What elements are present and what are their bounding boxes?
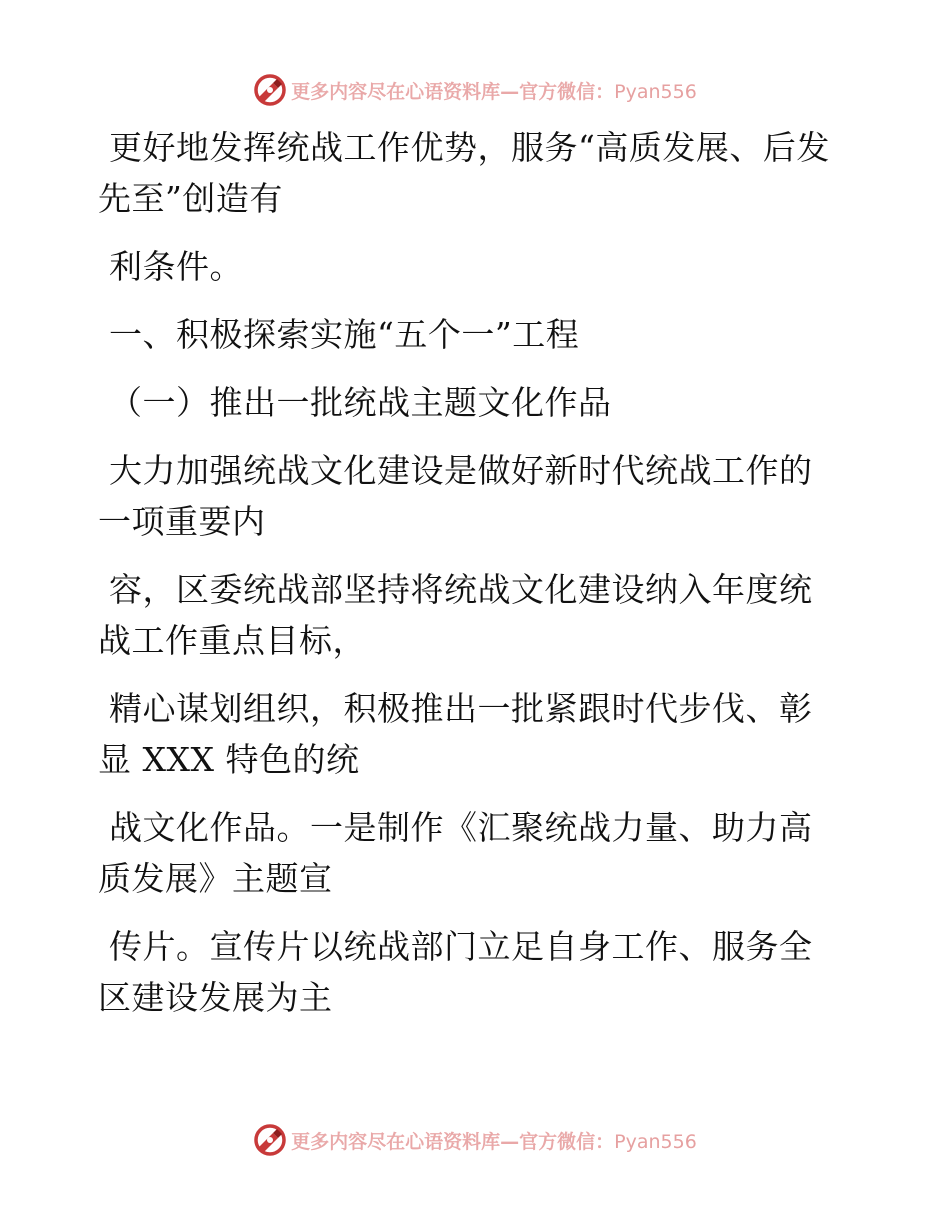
paragraph-5: 大力加强统战文化建设是做好新时代统战工作的一项重要内 xyxy=(98,451,813,541)
watermark-text: 更多内容尽在心语资料库—官方微信：Pyan556 xyxy=(291,80,697,103)
pen-logo-icon xyxy=(253,1123,287,1157)
subsection-heading: （一）推出一批统战主题文化作品 xyxy=(109,383,612,422)
pen-logo-icon xyxy=(253,73,287,107)
paragraph-6: 容，区委统战部坚持将统战文化建设纳入年度统战工作重点目标， xyxy=(98,570,813,660)
paragraph-9: 传片。宣传片以统战部门立足自身工作、服务全区建设发展为主 xyxy=(98,927,813,1017)
watermark-text: 更多内容尽在心语资料库—官方微信：Pyan556 xyxy=(291,1130,697,1153)
footer-watermark xyxy=(0,1120,950,1160)
header-watermark xyxy=(0,70,950,110)
document-body xyxy=(98,122,838,1040)
paragraph-8: 战文化作品。一是制作《汇聚统战力量、助力高质发展》主题宣 xyxy=(98,808,813,898)
paragraph-7: 精心谋划组织，积极推出一批紧跟时代步伐、彰显 XXX 特色的统 xyxy=(98,689,813,779)
paragraph-1: 更好地发挥统战工作优势，服务“高质发展、后发先至”创造有 xyxy=(98,128,830,218)
section-heading: 一、积极探索实施“五个一”工程 xyxy=(109,315,580,354)
paragraph-2: 利条件。 xyxy=(109,247,243,286)
